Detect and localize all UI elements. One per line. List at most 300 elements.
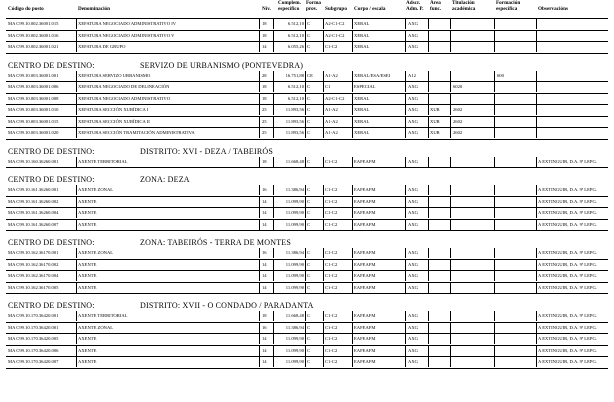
column-divider xyxy=(428,117,429,127)
column-divider xyxy=(76,220,77,230)
cell-niv: 14 xyxy=(262,347,267,353)
column-divider xyxy=(352,283,353,293)
column-divider xyxy=(494,357,495,367)
column-divider xyxy=(428,31,429,41)
row-divider xyxy=(6,53,608,54)
column-divider xyxy=(352,334,353,344)
column-divider xyxy=(76,42,77,52)
cell-adscr: AXG xyxy=(408,44,418,49)
column-divider xyxy=(405,31,406,41)
cell-comp: 11.099,90 xyxy=(285,284,304,290)
column-divider xyxy=(305,197,306,207)
column-divider xyxy=(323,157,324,167)
column-divider xyxy=(405,323,406,333)
column-divider xyxy=(323,220,324,230)
column-divider xyxy=(259,334,260,344)
cell-corpo: EAFEAFM xyxy=(354,359,376,364)
column-divider xyxy=(323,283,324,293)
cell-forma: C xyxy=(307,118,311,124)
cell-code: MA C99.10.002.36001.021 xyxy=(8,44,59,49)
cell-obs: A EXTINGUIR, D.A. 9ª LEPG. xyxy=(538,221,597,227)
cell-niv: 14 xyxy=(262,284,267,290)
column-divider xyxy=(536,334,537,344)
cell-adscr: AXG xyxy=(408,84,418,89)
column-divider xyxy=(352,208,353,218)
cell-forma: C xyxy=(307,250,311,255)
column-divider xyxy=(259,185,260,195)
cell-tit: 2602 xyxy=(453,118,463,124)
cell-adscr: AXG xyxy=(408,118,418,124)
cell-comp: 16.751,88 xyxy=(285,72,304,78)
table-row xyxy=(0,260,614,272)
table-row xyxy=(0,334,614,346)
cell-name: XEFATURA NEGOCIADO ADMINISTRATIVO V xyxy=(78,32,175,38)
column-divider xyxy=(352,197,353,207)
cell-sub: C1-C2 xyxy=(325,336,338,341)
column-divider xyxy=(76,128,77,138)
column-divider xyxy=(305,260,306,270)
column-divider xyxy=(259,31,260,41)
column-divider xyxy=(494,71,495,81)
column-divider xyxy=(405,346,406,356)
column-divider xyxy=(273,248,274,258)
table-row xyxy=(0,271,614,283)
cell-niv: 14 xyxy=(262,221,267,227)
cell-area: XUR xyxy=(430,130,440,135)
cell-forma: C xyxy=(307,347,311,353)
column-divider xyxy=(450,185,451,195)
cell-comp: 11.386,94 xyxy=(285,187,304,192)
column-divider xyxy=(536,208,537,218)
column-divider xyxy=(273,185,274,195)
column-divider xyxy=(323,82,324,92)
column-divider xyxy=(450,82,451,92)
column-divider xyxy=(323,311,324,321)
column-divider xyxy=(536,283,537,293)
column-divider xyxy=(352,357,353,367)
column-divider xyxy=(450,71,451,81)
cell-corpo: XERAL xyxy=(354,44,370,49)
column-divider xyxy=(352,260,353,270)
cell-forma: C xyxy=(307,221,311,227)
column-divider xyxy=(405,117,406,127)
cell-obs: A EXTINGUIR, D.A. 9ª LEPG. xyxy=(538,347,597,353)
column-divider xyxy=(305,323,306,333)
column-divider xyxy=(450,117,451,127)
column-divider xyxy=(536,157,537,167)
column-divider xyxy=(352,71,353,81)
cell-obs: A EXTINGUIR, D.A. 9ª LEPG. xyxy=(538,158,597,164)
column-divider xyxy=(405,248,406,258)
cell-comp: 11.099,90 xyxy=(285,336,304,341)
cell-niv: 14 xyxy=(262,210,267,215)
column-divider xyxy=(428,311,429,321)
column-divider xyxy=(352,42,353,52)
column-divider xyxy=(450,283,451,293)
column-divider xyxy=(428,220,429,230)
cell-niv: 18 xyxy=(262,21,267,26)
column-divider xyxy=(323,346,324,356)
column-divider xyxy=(273,105,274,115)
cell-obs: A EXTINGUIR, D.A. 9ª LEPG. xyxy=(538,336,597,341)
cell-sub: A1-A2 xyxy=(325,72,338,78)
cell-code: MA C99.10.003.36001.001 xyxy=(8,72,59,78)
cell-code: MA C99.10.170.36420.006 xyxy=(8,347,59,353)
column-divider xyxy=(323,19,324,29)
cell-name: XEFATURA SERVIZO URBANISMO xyxy=(78,72,151,78)
column-divider xyxy=(494,185,495,195)
column-divider xyxy=(273,31,274,41)
cell-corpo: XERAL xyxy=(354,130,370,135)
table-row xyxy=(0,220,614,232)
column-divider xyxy=(450,220,451,230)
column-divider xyxy=(536,357,537,367)
table-row xyxy=(0,128,614,140)
column-divider xyxy=(259,82,260,92)
cell-obs: A EXTINGUIR, D.A. 9ª LEPG. xyxy=(538,198,597,204)
column-divider xyxy=(405,311,406,321)
table-row xyxy=(0,248,614,260)
cell-name: XEFATURA SECCIÓN TRAMITACIÓN ADMINISTRATIVA xyxy=(78,130,195,135)
cell-name: AXENTE ZONAL xyxy=(78,250,114,255)
cell-code: MA C99.10.170.36420.007 xyxy=(8,359,59,364)
cell-adscr: AXG xyxy=(408,273,418,278)
cell-comp: 11.099,90 xyxy=(285,347,304,353)
column-divider xyxy=(428,105,429,115)
cell-niv: 28 xyxy=(262,72,267,78)
column-divider xyxy=(76,117,77,127)
cell-name: AXENTE xyxy=(78,336,97,341)
centro-destino-value: ZONA: DEZA xyxy=(140,175,190,184)
cell-comp: 6.512,10 xyxy=(287,32,304,38)
column-divider xyxy=(305,346,306,356)
column-divider xyxy=(273,82,274,92)
column-divider xyxy=(76,105,77,115)
column-divider xyxy=(259,19,260,29)
cell-code: MA C99.10.161.36260.007 xyxy=(8,221,59,227)
column-divider xyxy=(76,311,77,321)
column-divider xyxy=(405,185,406,195)
cell-corpo: EAFEAFM xyxy=(354,336,376,341)
column-divider xyxy=(428,283,429,293)
cell-obs: A EXTINGUIR, D.A. 9ª LEPG. xyxy=(538,187,597,192)
column-divider xyxy=(305,185,306,195)
column-divider xyxy=(428,42,429,52)
column-divider xyxy=(259,117,260,127)
column-divider xyxy=(494,220,495,230)
cell-comp: 11.099,90 xyxy=(285,273,304,278)
cell-code: MA C99.10.170.36420.005 xyxy=(8,336,59,341)
cell-sub: C1-C2 xyxy=(325,324,338,330)
column-divider xyxy=(450,248,451,258)
column-divider xyxy=(352,82,353,92)
section-title xyxy=(0,235,614,248)
column-divider xyxy=(76,71,77,81)
row-divider xyxy=(6,139,608,140)
column-divider xyxy=(323,357,324,367)
column-divider xyxy=(352,128,353,138)
cell-name: AXENTE xyxy=(78,261,97,267)
table-row xyxy=(0,208,614,220)
cell-corpo: EAFEAFM xyxy=(354,210,376,215)
cell-sub: C1-C2 xyxy=(325,250,338,255)
column-divider xyxy=(536,82,537,92)
cell-code: MA C99.10.003.36001.006 xyxy=(8,84,59,89)
column-divider xyxy=(494,19,495,29)
centro-destino-label: CENTRO DE DESTINO: xyxy=(8,146,95,156)
column-divider xyxy=(352,346,353,356)
column-divider xyxy=(305,220,306,230)
cell-niv: 18 xyxy=(262,84,267,89)
cell-name: AXENTE ZONAL xyxy=(78,187,114,192)
cell-sub: C1-C2 xyxy=(325,261,338,267)
cell-obs: A EXTINGUIR, D.A. 9ª LEPG. xyxy=(538,284,597,290)
cell-code: MA C99.10.161.36260.002 xyxy=(8,198,59,204)
column-divider xyxy=(76,31,77,41)
column-divider xyxy=(352,323,353,333)
centro-destino-value: SERVIZO DE URBANISMO (PONTEVEDRA) xyxy=(140,60,304,70)
column-divider xyxy=(259,157,260,167)
column-divider xyxy=(76,346,77,356)
cell-name: AXENTE xyxy=(78,347,97,353)
column-divider xyxy=(273,260,274,270)
column-divider xyxy=(405,105,406,115)
cell-forma: C xyxy=(307,210,311,215)
cell-name: XEFATURA SECCIÓN XURÍDICA II xyxy=(78,118,150,124)
column-divider xyxy=(305,357,306,367)
cell-adscr: AXG xyxy=(408,130,418,135)
cell-adscr: AXG xyxy=(408,261,418,267)
centro-destino-value: DISTRITO: XVI - DEZA / TABEIRÓS xyxy=(140,146,274,156)
section-title xyxy=(0,58,614,71)
column-divider xyxy=(450,208,451,218)
cell-sub: C1 xyxy=(325,84,331,89)
cell-niv: 16 xyxy=(262,187,267,192)
cell-forma: C xyxy=(307,359,311,364)
cell-adscr: AXG xyxy=(408,347,418,353)
cell-adscr: AXG xyxy=(408,198,418,204)
cell-corpo: EAFEAFM xyxy=(354,221,376,227)
cell-obs: A EXTINGUIR, D.A. 9ª LEPG. xyxy=(538,250,597,255)
row-divider xyxy=(6,167,608,168)
cell-name: AXENTE xyxy=(78,284,97,290)
cell-sub: C1-C2 xyxy=(325,210,338,215)
column-divider xyxy=(76,82,77,92)
col-observacions: Observacións xyxy=(538,6,568,12)
column-divider xyxy=(450,19,451,29)
column-divider xyxy=(305,94,306,104)
cell-name: XEFATURA NEGOCIADO DE DELINEACIÓN xyxy=(78,84,170,89)
cell-name: AXENTE TERRITORIAL xyxy=(78,313,128,318)
cell-comp: 11.893,56 xyxy=(285,107,304,112)
cell-code: MA C99.10.003.36001.010 xyxy=(8,107,59,112)
column-divider xyxy=(305,248,306,258)
cell-sub: C1-C2 xyxy=(325,284,338,290)
column-divider xyxy=(273,357,274,367)
column-divider xyxy=(405,82,406,92)
column-divider xyxy=(405,42,406,52)
column-divider xyxy=(76,271,77,281)
column-divider xyxy=(536,128,537,138)
column-divider xyxy=(273,71,274,81)
cell-adscr: AXG xyxy=(408,284,418,290)
column-divider xyxy=(323,31,324,41)
col-titulacion: Titulación académica xyxy=(452,0,476,12)
column-divider xyxy=(323,197,324,207)
cell-tit: 2602 xyxy=(453,130,463,135)
column-divider xyxy=(259,346,260,356)
column-divider xyxy=(536,197,537,207)
column-divider xyxy=(323,128,324,138)
table-row xyxy=(0,197,614,209)
cell-corpo: XERAL xyxy=(354,21,370,26)
cell-comp: 11.668,48 xyxy=(285,313,304,318)
column-divider xyxy=(273,283,274,293)
cell-name: AXENTE xyxy=(78,198,97,204)
column-divider xyxy=(494,94,495,104)
column-divider xyxy=(536,71,537,81)
cell-forma: C xyxy=(307,21,311,26)
column-divider xyxy=(494,334,495,344)
centro-destino-value: DISTRITO: XVII - O CONDADO / PARADANTA xyxy=(140,301,314,310)
cell-niv: 18 xyxy=(262,32,267,38)
column-divider xyxy=(428,157,429,167)
column-divider xyxy=(450,197,451,207)
column-divider xyxy=(536,220,537,230)
cell-adscr: AXG xyxy=(408,359,418,364)
cell-corpo: EAFEAFM xyxy=(354,273,376,278)
cell-comp: 6.055,26 xyxy=(287,44,304,49)
column-divider xyxy=(352,271,353,281)
cell-niv: 14 xyxy=(262,198,267,204)
column-divider xyxy=(259,283,260,293)
column-divider xyxy=(273,197,274,207)
cell-comp: 11.893,56 xyxy=(285,118,304,124)
col-complemento: Complem. específico xyxy=(278,0,301,12)
column-divider xyxy=(428,197,429,207)
column-divider xyxy=(273,334,274,344)
cell-corpo: ESPECIAL xyxy=(354,84,376,89)
column-divider xyxy=(76,185,77,195)
section-title xyxy=(0,298,614,311)
column-divider xyxy=(273,128,274,138)
cell-name: XEFATURA SECCIÓN XURÍDICA I xyxy=(78,107,149,112)
centro-destino-label: CENTRO DE DESTINO: xyxy=(8,60,95,70)
cell-sub: A2-C1-C2 xyxy=(325,32,345,38)
cell-sub: C1-C2 xyxy=(325,44,338,49)
column-divider xyxy=(273,157,274,167)
column-divider xyxy=(450,334,451,344)
cell-code: MA C99.10.162.36170.001 xyxy=(8,250,59,255)
cell-obs: A EXTINGUIR, D.A. 9ª LEPG. xyxy=(538,210,597,215)
cell-corpo: XERAL xyxy=(354,95,370,101)
column-divider xyxy=(76,197,77,207)
column-divider xyxy=(305,31,306,41)
row-divider xyxy=(6,293,608,294)
column-divider xyxy=(259,42,260,52)
column-divider xyxy=(428,128,429,138)
cell-adscr: AXG xyxy=(408,313,418,318)
column-divider xyxy=(428,19,429,29)
column-divider xyxy=(259,71,260,81)
cell-code: MA C99.10.162.36170.002 xyxy=(8,261,59,267)
column-divider xyxy=(76,334,77,344)
cell-niv: 25 xyxy=(262,107,267,112)
col-adscr: Adscr. Adm. P. xyxy=(406,0,424,12)
cell-corpo: XERAL xyxy=(354,118,370,124)
column-divider xyxy=(273,311,274,321)
column-divider xyxy=(305,271,306,281)
column-divider xyxy=(352,311,353,321)
cell-name: AXENTE xyxy=(78,359,97,364)
column-divider xyxy=(450,357,451,367)
cell-comp: 11.386,94 xyxy=(285,324,304,330)
column-divider xyxy=(352,185,353,195)
table-row xyxy=(0,346,614,358)
column-divider xyxy=(450,157,451,167)
cell-comp: 6.512,10 xyxy=(287,84,304,89)
centro-destino-value: ZONA: TABEIRÓS - TERRA DE MONTES xyxy=(140,238,292,247)
cell-forma: C xyxy=(307,84,311,89)
cell-forma: C xyxy=(307,336,311,341)
column-divider xyxy=(76,283,77,293)
table-row xyxy=(0,19,614,31)
table-row xyxy=(0,94,614,106)
cell-niv: 14 xyxy=(262,359,267,364)
cell-code: MA C99.10.161.36260.001 xyxy=(8,187,59,192)
column-divider xyxy=(273,208,274,218)
column-divider xyxy=(259,197,260,207)
cell-forma: C xyxy=(307,273,311,278)
cell-sub: A2-C1-C2 xyxy=(325,21,345,26)
cell-niv: 25 xyxy=(262,130,267,135)
column-divider xyxy=(494,323,495,333)
column-divider xyxy=(536,31,537,41)
cell-adscr: AXG xyxy=(408,210,418,215)
column-divider xyxy=(405,128,406,138)
column-divider xyxy=(305,157,306,167)
column-divider xyxy=(536,323,537,333)
column-divider xyxy=(305,208,306,218)
cell-adscr: AXG xyxy=(408,95,418,101)
cell-adscr: AXG xyxy=(408,21,418,26)
table-header xyxy=(0,0,614,19)
column-divider xyxy=(259,208,260,218)
cell-area: XUR xyxy=(430,107,440,112)
cell-sub: A1-A2 xyxy=(325,107,338,112)
column-divider xyxy=(76,94,77,104)
cell-niv: 16 xyxy=(262,250,267,255)
column-divider xyxy=(352,31,353,41)
cell-forma: C xyxy=(307,324,311,330)
cell-corpo: EAFEAFM xyxy=(354,158,376,164)
cell-code: MA C99.10.003.36001.015 xyxy=(8,118,59,124)
cell-corpo: EAFEAFM xyxy=(354,324,376,330)
column-divider xyxy=(428,208,429,218)
cell-sub: A2-C1-C2 xyxy=(325,95,345,101)
column-divider xyxy=(405,157,406,167)
col-codigo: Código do posto xyxy=(8,6,44,12)
column-divider xyxy=(352,94,353,104)
cell-comp: 11.386,94 xyxy=(285,250,304,255)
cell-sub: C1-C2 xyxy=(325,273,338,278)
column-divider xyxy=(494,105,495,115)
cell-sub: C1-C2 xyxy=(325,198,338,204)
cell-code: MA C99.10.160.36260.001 xyxy=(8,158,59,164)
cell-code: MA C99.10.003.36001.008 xyxy=(8,95,59,101)
cell-corpo: EAFEAFM xyxy=(354,347,376,353)
cell-forma: C xyxy=(307,187,311,192)
